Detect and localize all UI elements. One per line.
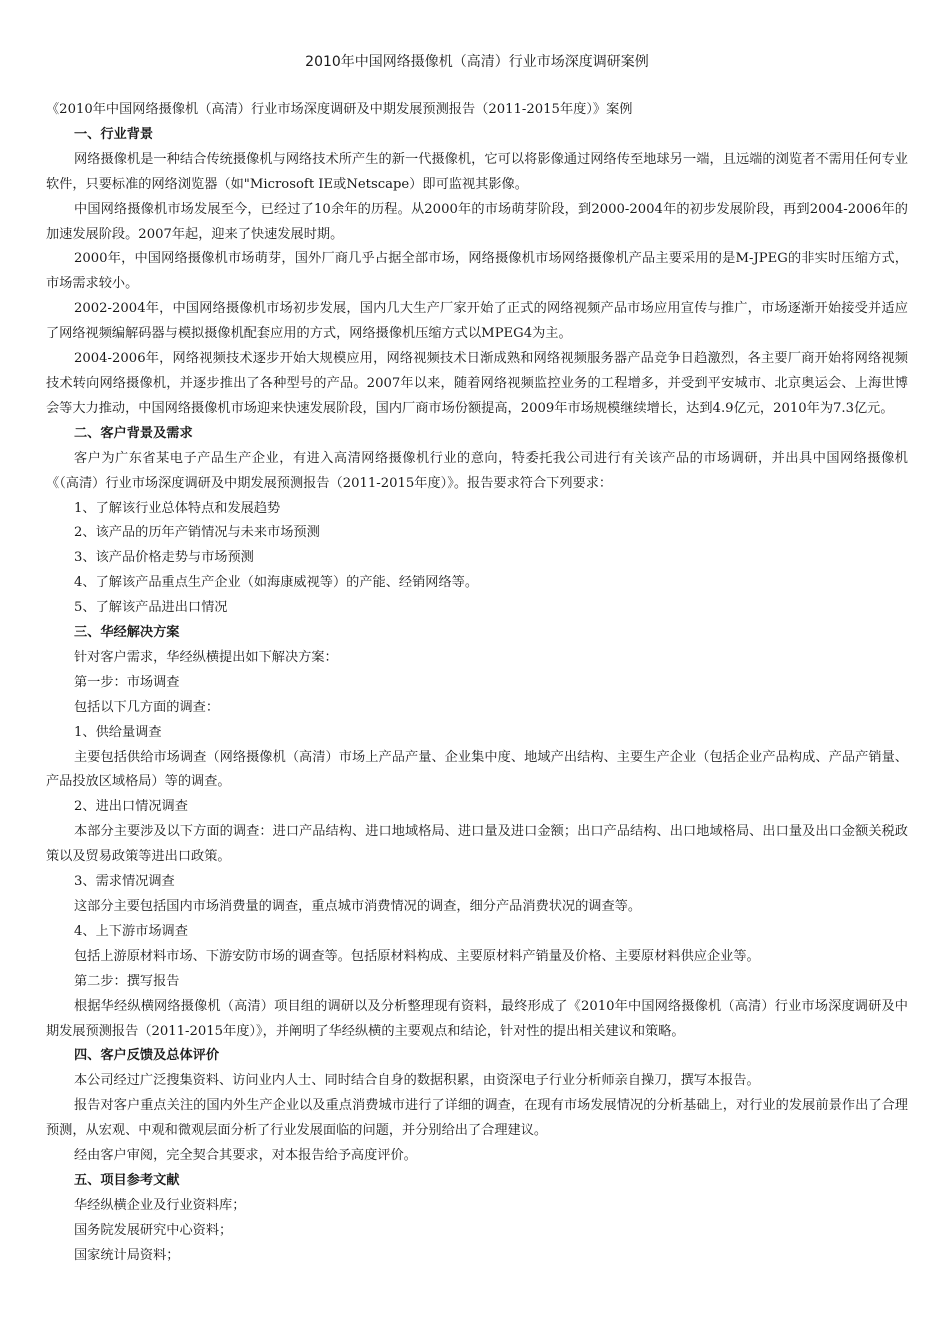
list-item: 4、了解该产品重点生产企业（如海康威视等）的产能、经销网络等。 xyxy=(74,575,479,591)
section-heading-client-needs: 二、客户背景及需求 xyxy=(74,425,193,441)
paragraph: 网络摄像机是一种结合传统摄像机与网络技术所产生的新一代摄像机，它可以将影像通过网络传至地球另一端，且远端的浏览者不需用任何专业软件，只要标准的网络浏览器（如"Microsoft IE或Netscape）即可监视其影像。 xyxy=(46,151,908,192)
paragraph: 2000年，中国网络摄像机市场萌芽，国外厂商几乎占据全部市场，网络摄像机市场网络摄像机产品主要采用的是M-JPEG的非实时压缩方式，市场需求较小。 xyxy=(46,251,908,292)
section-heading-references: 五、项目参考文献 xyxy=(74,1172,180,1188)
reference-item: 国务院发展研究中心资料； xyxy=(74,1222,233,1238)
paragraph: 2004-2006年，网络视频技术逐步开始大规模应用，网络视频技术日渐成熟和网络视频服务器产品竞争日趋激烈，各主要厂商开始将网络视频技术转向网络摄像机，并逐步推出了各种型号的产品。2007年以来，随着网络视频监控业务的工程增多，并受到平安城市、北京奥运会、上海世博会等大力推动，中国网络摄像机市场迎来快速发展阶段，国内厂商市场份额提高，2009年市场规模继续增长，达到4.9亿元，2010年为7.3亿元。 xyxy=(46,351,908,416)
paragraph: 本部分主要涉及以下方面的调查：进口产品结构、进口地域格局、进口量及进口金额；出口产品结构、出口地域格局、出口量及出口金额关税政策以及贸易政策等进出口政策。 xyxy=(46,824,908,865)
list-item: 3、该产品价格走势与市场预测 xyxy=(74,550,254,566)
paragraph: 主要包括供给市场调查（网络摄像机（高清）市场上产品产量、企业集中度、地域产出结构、主要生产企业（包括企业产品构成、产品产销量、产品投放区域格局）等的调查。 xyxy=(46,749,908,790)
paragraph: 中国网络摄像机市场发展至今，已经过了10余年的历程。从2000年的市场萌芽阶段，到2000-2004年的初步发展阶段，再到2004-2006年的加速发展阶段。2007年起，迎来了快速发展时期。 xyxy=(46,201,908,242)
paragraph: 根据华经纵横网络摄像机（高清）项目组的调研以及分析整理现有资料，最终形成了《2010年中国网络摄像机（高清）行业市场深度调研及中期发展预测报告（2011-2015年度）》，并阐明了华经纵横的主要观点和结论，针对性的提出相关建议和策略。 xyxy=(46,998,908,1039)
paragraph: 包括以下几方面的调查： xyxy=(74,699,220,715)
subheading: 2、进出口情况调查 xyxy=(74,799,188,815)
list-item: 1、了解该行业总体特点和发展趋势 xyxy=(74,500,281,516)
step-label: 第一步：市场调查 xyxy=(74,674,180,690)
list-item: 2、该产品的历年产销情况与未来市场预测 xyxy=(74,525,320,541)
step-label: 第二步：撰写报告 xyxy=(74,973,180,989)
paragraph: 2002-2004年，中国网络摄像机市场初步发展，国内几大生产厂家开始了正式的网络视频产品市场应用宣传与推广，市场逐渐开始接受并适应了网络视频编解码器与模拟摄像机配套应用的方式，网络摄像机压缩方式以MPEG4为主。 xyxy=(46,301,908,342)
paragraph: 报告对客户重点关注的国内外生产企业以及重点消费城市进行了详细的调查，在现有市场发展情况的分析基础上，对行业的发展前景作出了合理预测，从宏观、中观和微观层面分析了行业发展面临的问题，并分别给出了合理建议。 xyxy=(46,1098,908,1139)
paragraph: 本公司经过广泛搜集资料、访问业内人士、同时结合自身的数据积累，由资深电子行业分析师亲自操刀，撰写本报告。 xyxy=(74,1073,760,1089)
list-item: 5、了解该产品进出口情况 xyxy=(74,600,228,616)
reference-item: 国家统计局资料； xyxy=(74,1247,180,1263)
paragraph: 这部分主要包括国内市场消费量的调查，重点城市消费情况的调查，细分产品消费状况的调查等。 xyxy=(74,899,642,914)
section-heading-feedback: 四、客户反馈及总体评价 xyxy=(74,1048,220,1064)
section-heading-solution: 三、华经解决方案 xyxy=(74,625,180,641)
reference-item: 华经纵横企业及行业资料库； xyxy=(74,1197,246,1213)
paragraph: 经由客户审阅，完全契合其要求，对本报告给予高度评价。 xyxy=(74,1148,417,1164)
document-body xyxy=(46,98,908,1269)
subheading: 3、需求情况调查 xyxy=(74,874,175,890)
paragraph: 包括上游原材料市场、下游安防市场的调查等。包括原材料构成、主要原材料产销量及价格、主要原材料供应企业等。 xyxy=(74,948,760,964)
subheading: 1、供给量调查 xyxy=(74,724,162,740)
paragraph: 针对客户需求，华经纵横提出如下解决方案： xyxy=(74,649,338,665)
subheading: 4、上下游市场调查 xyxy=(74,923,188,939)
intro-line: 《2010年中国网络摄像机（高清）行业市场深度调研及中期发展预测报告（2011-2015年度）》案例 xyxy=(46,102,633,117)
paragraph: 客户为广东省某电子产品生产企业，有进入高清网络摄像机行业的意向，特委托我公司进行有关该产品的市场调研，并出具中国网络摄像机《（高清）行业市场深度调研及中期发展预测报告（2011-2015年度）》。报告要求符合下列要求： xyxy=(46,450,908,491)
section-heading-background: 一、行业背景 xyxy=(74,126,154,142)
document-title: 2010年中国网络摄像机（高清）行业市场深度调研案例 xyxy=(305,54,649,70)
